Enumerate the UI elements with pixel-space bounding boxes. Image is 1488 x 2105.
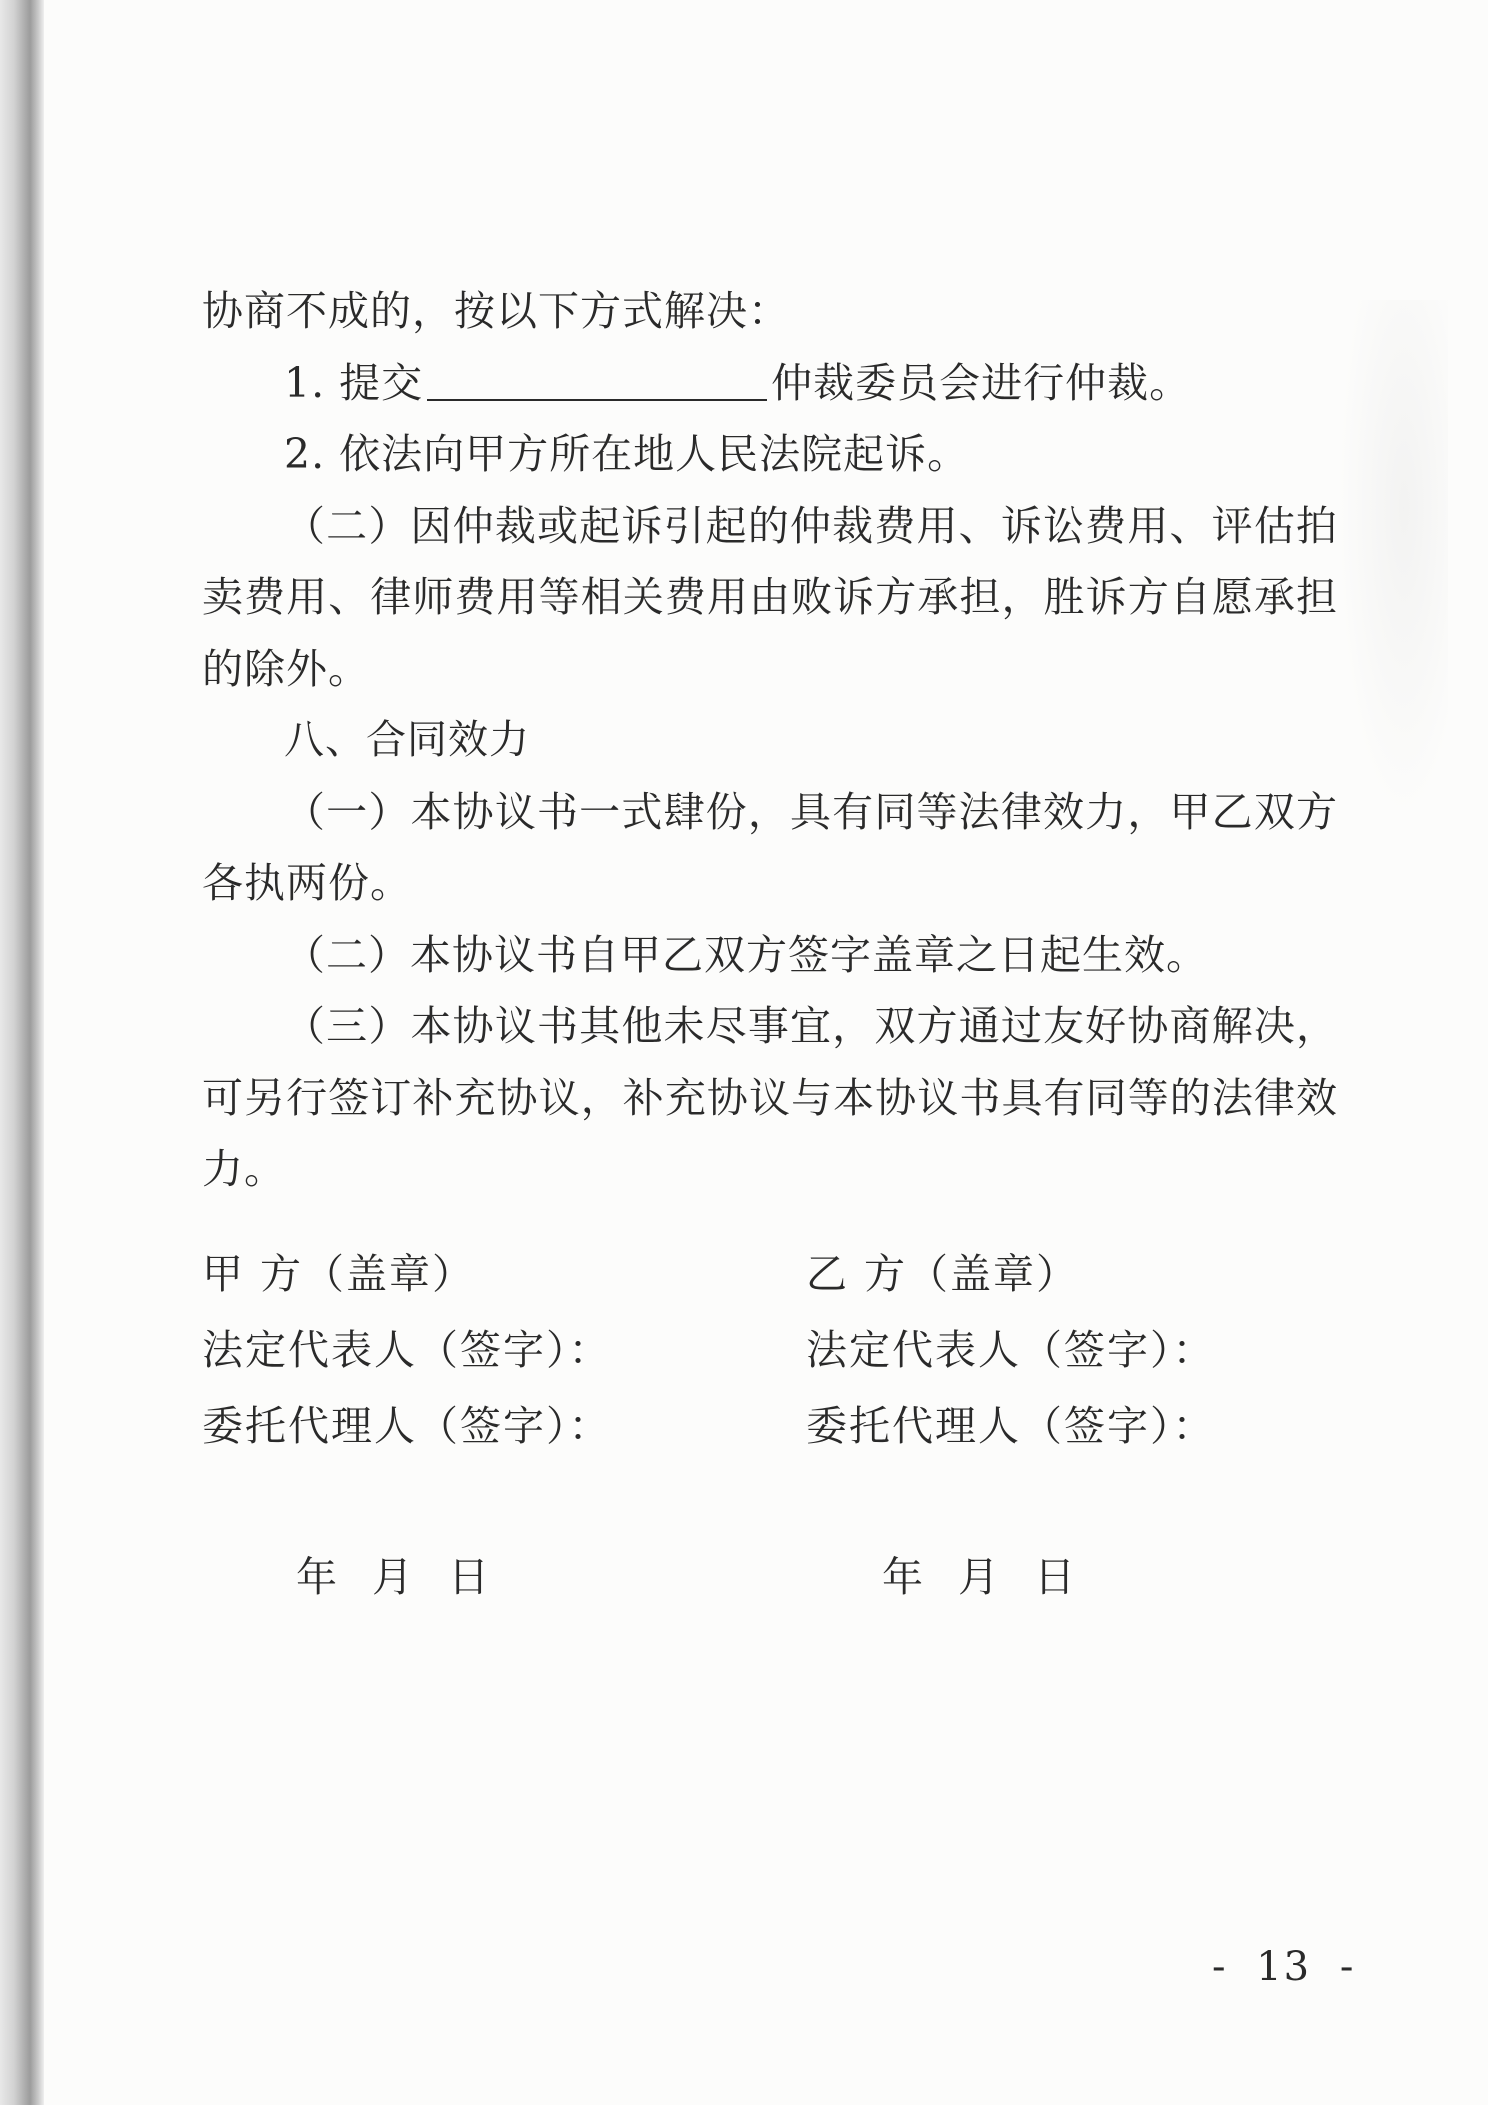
section-heading-contract-validity: 八、合同效力 — [284, 717, 530, 763]
party-a-seal: 甲 方（盖章） — [202, 1250, 476, 1298]
paragraph-costs: （二）因仲裁或起诉引起的仲裁费用、诉讼费用、评估拍卖费用、律师费用等相关费用由败诉方承担，胜诉方自愿承担的除外。 — [202, 501, 1338, 693]
party-b-seal: 乙 方（盖章） — [806, 1250, 1080, 1298]
party-b-agent: 委托代理人（签字）： — [806, 1402, 1216, 1450]
signature-block-party-b — [806, 1236, 1216, 1464]
party-b-date: 年 月 日 — [882, 1553, 1076, 1601]
paragraph-other-matters: （三）本协议书其他未尽事宜，双方通过友好协商解决，可另行签订补充协议，补充协议与本协议书具有同等的法律效力。 — [202, 1002, 1338, 1193]
paragraph-arbitration-option — [202, 348, 1338, 420]
paragraph-litigation-option: 2. 依法向甲方所在地人民法院起诉。 — [284, 430, 970, 478]
party-b-legal-rep: 法定代表人（签字）： — [806, 1326, 1216, 1374]
party-a-date: 年 月 日 — [296, 1553, 490, 1601]
page-number: - 13 - — [1212, 1944, 1356, 1990]
paragraph-dispute-intro: 协商不成的，按以下方式解决： — [202, 287, 790, 335]
paragraph-copies: （一）本协议书一式肆份，具有同等法律效力，甲乙双方各执两份。 — [202, 787, 1338, 907]
arbitration-prefix: 1. 提交 — [284, 358, 424, 407]
scan-binding-edge — [0, 0, 44, 2105]
paragraph-effective-date: （二）本协议书自甲乙双方签字盖章之日起生效。 — [284, 930, 1208, 979]
signature-block-party-a — [202, 1236, 612, 1464]
arbitration-suffix: 仲裁委员会进行仲裁。 — [771, 358, 1192, 407]
document-body — [202, 276, 1338, 1206]
party-a-legal-rep: 法定代表人（签字）： — [202, 1326, 612, 1374]
party-a-agent: 委托代理人（签字）： — [202, 1402, 612, 1450]
scan-bleed-through — [1338, 300, 1448, 820]
arbitration-commission-blank — [427, 398, 767, 401]
